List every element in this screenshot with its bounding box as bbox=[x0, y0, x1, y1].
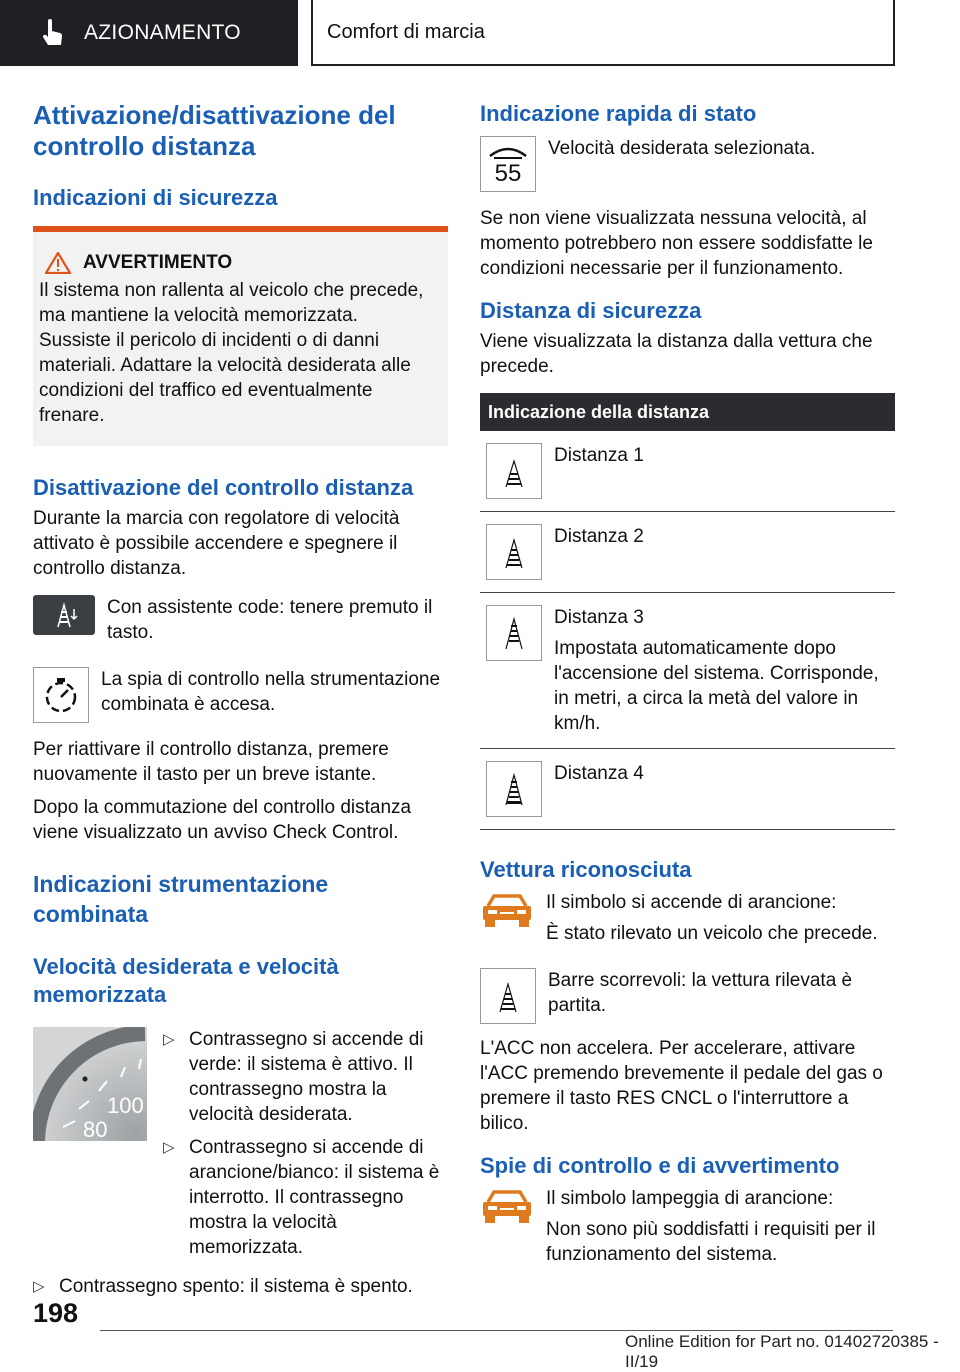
indicator-lamp-row bbox=[33, 667, 448, 723]
button-instruction: Con assistente code: tenere premuto il tasto. bbox=[107, 597, 433, 643]
distance-button-icon bbox=[33, 595, 95, 635]
vehicle-row bbox=[480, 890, 895, 946]
vehicle-detected-icon bbox=[480, 890, 534, 930]
set-speed-icon bbox=[480, 136, 536, 192]
page-header bbox=[0, 0, 960, 66]
distance-table-header: Indicazione della distanza bbox=[480, 393, 895, 431]
lamp-text: La spia di controllo nella strumentazione combinata è accesa. bbox=[101, 669, 441, 715]
deactivation-heading: Disattivazione del controllo distanza bbox=[33, 475, 414, 500]
warning-label: AVVERTIMENTO bbox=[83, 252, 233, 273]
distance-2-icon bbox=[486, 524, 542, 580]
acc-text: L'ACC non accelera. Per accelerare, attivare l'ACC premendo brevemente il pedale del gas o premere il tasto RES CNCL o l'interruttore a bilico. bbox=[480, 1038, 883, 1134]
status-row bbox=[480, 136, 895, 192]
vehicle-heading: Vettura riconosciuta bbox=[480, 857, 692, 882]
distance-label: Distanza 2 bbox=[554, 526, 644, 547]
bullet-item: ▷ Contrassegno si accende di arancione/bianco: il sistema è interrotto. Il contrassegno mostra la velocità memorizzata. bbox=[163, 1135, 448, 1260]
hand-icon bbox=[40, 19, 66, 47]
speedometer-image bbox=[33, 1027, 147, 1141]
distance-button-row bbox=[33, 595, 448, 645]
main-heading: Attivazione/disattivazione del controllo distanza bbox=[33, 100, 396, 161]
lamps-heading: Spie di controllo e di avvertimento bbox=[480, 1153, 840, 1178]
moving-bars-row bbox=[480, 968, 895, 1024]
bullet-item: ▷ Contrassegno spento: il sistema è spento. bbox=[33, 1274, 448, 1299]
status-note: Se non viene visualizzata nessuna velocità, al momento potrebbero non essere soddisfatte le condizioni necessarie per il funzionamento. bbox=[480, 208, 873, 279]
speed-arc-icon bbox=[486, 142, 530, 162]
status-heading: Indicazione rapida di stato bbox=[480, 101, 757, 126]
chapter-tab bbox=[311, 0, 895, 66]
vehicle-text-2: È stato rilevato un veicolo che precede. bbox=[546, 923, 878, 944]
instrument-heading: Indicazioni strumentazione combinata bbox=[33, 871, 329, 927]
distance-heading: Distanza di sicurezza bbox=[480, 298, 702, 323]
speed-bullets-full bbox=[33, 1274, 448, 1299]
speed-gauge-row bbox=[33, 1027, 448, 1268]
gauge-label-100: 100 bbox=[107, 1093, 144, 1118]
table-row bbox=[480, 749, 895, 830]
lamps-text-1: Il simbolo lampeggia di arancione: bbox=[546, 1188, 834, 1209]
distance-label: Distanza 1 bbox=[554, 445, 644, 466]
reactivate-text: Per riattivare il controllo distanza, premere nuovamente il tasto per un breve istante. bbox=[33, 739, 389, 785]
distance-text: Viene visualizzata la distanza dalla vettura che precede. bbox=[480, 331, 873, 377]
warning-title bbox=[45, 252, 434, 274]
footer-divider bbox=[100, 1330, 893, 1331]
table-row bbox=[480, 512, 895, 593]
moving-bars-icon bbox=[480, 968, 536, 1024]
lamps-row bbox=[480, 1186, 895, 1267]
status-text: Velocità desiderata selezionata. bbox=[548, 138, 816, 159]
warning-box bbox=[33, 226, 448, 446]
distance-control-lamp-icon bbox=[33, 667, 89, 723]
deactivation-text: Durante la marcia con regolatore di velocità attivato è possibile accendere e spegnere il controllo distanza. bbox=[33, 508, 400, 579]
distance-1-icon bbox=[486, 443, 542, 499]
page-number: 198 bbox=[33, 1298, 79, 1328]
distance-label: Distanza 4 bbox=[554, 763, 644, 784]
distance-label: Distanza 3 bbox=[554, 607, 644, 628]
left-column bbox=[33, 100, 448, 1307]
distance-note: Impostata automaticamente dopo l'accensione del sistema. Corrisponde, in metri, a circa la metà del valore in km/h. bbox=[554, 638, 879, 734]
bullet-item: ▷ Contrassegno si accende di verde: il sistema è attivo. Il contrassegno mostra la velocità desiderata. bbox=[163, 1027, 448, 1127]
set-speed-value: 55 bbox=[494, 160, 522, 187]
section-tab bbox=[0, 0, 298, 66]
distance-4-icon bbox=[486, 761, 542, 817]
warning-triangle-icon bbox=[45, 252, 71, 274]
distance-3-icon bbox=[486, 605, 542, 661]
speed-bullets bbox=[163, 1027, 448, 1268]
lamps-text-2: Non sono più soddisfatti i requisiti per il funzionamento del sistema. bbox=[546, 1219, 876, 1265]
bars-text: Barre scorrevoli: la vettura rilevata è partita. bbox=[548, 970, 853, 1016]
table-row bbox=[480, 593, 895, 749]
right-column bbox=[480, 100, 895, 1267]
vehicle-warning-icon bbox=[480, 1186, 534, 1226]
section-label: AZIONAMENTO bbox=[84, 21, 241, 44]
warning-text: Il sistema non rallenta al veicolo che precede, ma mantiene la velocità memorizzata. Sussiste il pericolo di incidenti o di danni materiali. Adattare la velocità desiderata alle condizioni del traffico ed eventualmente frenare. bbox=[39, 280, 424, 426]
chapter-label: Comfort di marcia bbox=[327, 20, 485, 43]
safety-heading: Indicazioni di sicurezza bbox=[33, 185, 278, 210]
table-row bbox=[480, 431, 895, 512]
speed-heading: Velocità desiderata e velocità memorizzata bbox=[33, 954, 339, 1007]
gauge-label-80: 80 bbox=[83, 1117, 108, 1141]
edition-text: Online Edition for Part no. 01402720385 - II/19 bbox=[625, 1332, 939, 1371]
vehicle-text-1: Il simbolo si accende di arancione: bbox=[546, 892, 837, 913]
checkcontrol-text: Dopo la commutazione del controllo distanza viene visualizzato un avviso Check Control. bbox=[33, 797, 412, 843]
